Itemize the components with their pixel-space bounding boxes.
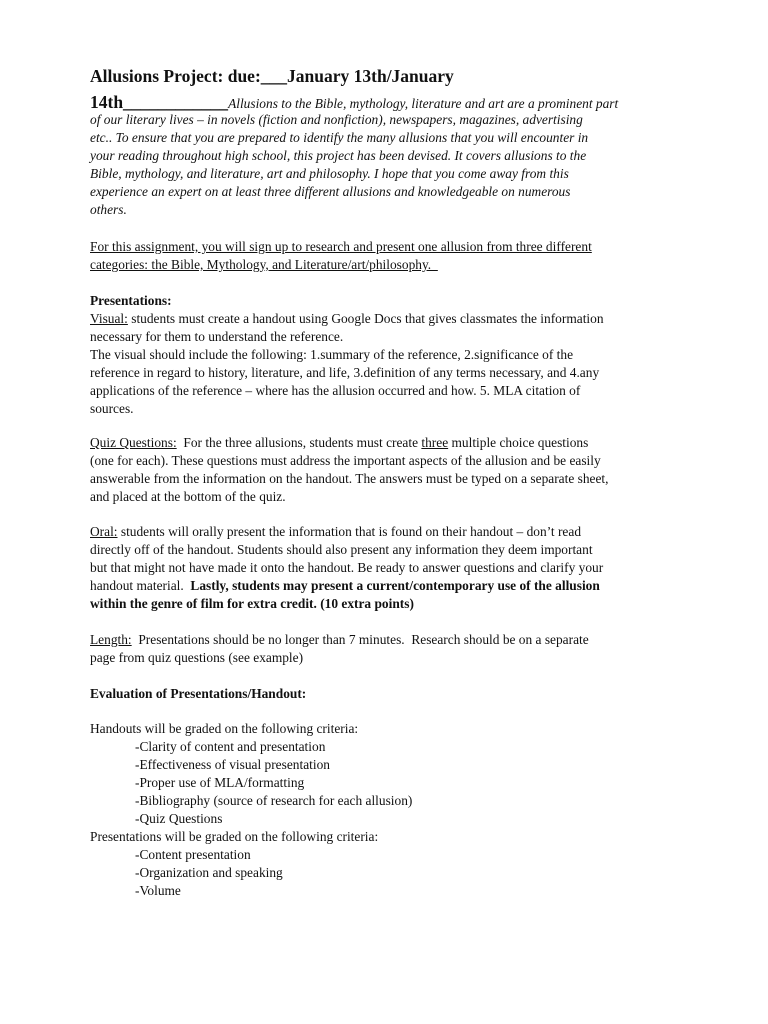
intro-line: etc.. To ensure that you are prepared to identify the many allusions that you will encounter in bbox=[90, 130, 589, 145]
criteria-item: -Bibliography (source of research for each allusion) bbox=[135, 793, 413, 808]
evaluation-heading: Evaluation of Presentations/Handout: bbox=[90, 686, 307, 701]
visual-text: students must create a handout using Google Docs that gives classmates the information bbox=[127, 311, 604, 326]
quiz-line: and placed at the bottom of the quiz. bbox=[90, 489, 286, 504]
quiz-emphasis: three bbox=[421, 435, 449, 450]
length-line bbox=[90, 631, 690, 649]
presentations-heading: Presentations: bbox=[90, 293, 172, 308]
criteria-item: -Proper use of MLA/formatting bbox=[135, 775, 305, 790]
oral-label: Oral: bbox=[90, 524, 118, 539]
intro-paragraph bbox=[90, 111, 690, 219]
visual-line: necessary for them to understand the reference. bbox=[90, 329, 344, 344]
criteria-item: -Content presentation bbox=[135, 847, 251, 862]
length-line: page from quiz questions (see example) bbox=[90, 650, 304, 665]
intro-line: experience an expert on at least three different allusions and knowledgeable on numerous bbox=[90, 184, 571, 199]
quiz-text: For the three allusions, students must create bbox=[176, 435, 422, 450]
intro-line: others. bbox=[90, 202, 127, 217]
visual-line bbox=[90, 310, 690, 328]
length-label: Length: bbox=[90, 632, 132, 647]
oral-text: students will orally present the information that is found on their handout – don’t read bbox=[117, 524, 582, 539]
intro-line: of our literary lives – in novels (fiction and nonfiction), newspapers, magazines, advertising bbox=[90, 112, 583, 127]
quiz-line bbox=[90, 434, 690, 452]
criteria-item: -Organization and speaking bbox=[135, 865, 283, 880]
length-section bbox=[90, 631, 690, 667]
criteria-item: -Quiz Questions bbox=[135, 811, 223, 826]
oral-text: handout material. bbox=[90, 578, 191, 593]
oral-line bbox=[90, 577, 690, 595]
assignment-line: categories: the Bible, Mythology, and Literature/art/philosophy. bbox=[90, 257, 438, 272]
presentations-intro: Presentations will be graded on the following criteria: bbox=[90, 829, 379, 844]
oral-line: directly off of the handout. Students should also present any information they deem important bbox=[90, 542, 593, 557]
criteria-item: -Clarity of content and presentation bbox=[135, 739, 326, 754]
oral-extra-credit: within the genre of film for extra credit. (10 extra points) bbox=[90, 596, 414, 611]
presentations-section bbox=[90, 292, 690, 418]
criteria-item: -Effectiveness of visual presentation bbox=[135, 757, 330, 772]
assignment-paragraph bbox=[90, 238, 690, 274]
quiz-label: Quiz Questions: bbox=[90, 435, 177, 450]
visual-line: The visual should include the following: 1.summary of the reference, 2.significance of the bbox=[90, 347, 574, 362]
oral-line bbox=[90, 523, 690, 541]
oral-section bbox=[90, 523, 690, 613]
criteria-item: -Volume bbox=[135, 883, 181, 898]
visual-line: sources. bbox=[90, 401, 134, 416]
assignment-line: For this assignment, you will sign up to research and present one allusion from three different bbox=[90, 239, 592, 254]
intro-line: Bible, mythology, and literature, art and philosophy. I hope that you come away from this bbox=[90, 166, 569, 181]
length-text: Presentations should be no longer than 7 minutes. Research should be on a separate bbox=[131, 632, 589, 647]
quiz-line: answerable from the information on the handout. The answers must be typed on a separate sheet, bbox=[90, 471, 609, 486]
quiz-line: (one for each). These questions must address the important aspects of the allusion and be easily bbox=[90, 453, 601, 468]
title-due-date-end: 14th____________ bbox=[90, 92, 229, 112]
visual-line: reference in regard to history, literature, and life, 3.definition of any terms necessary, and 4.any bbox=[90, 365, 600, 380]
visual-line: applications of the reference – where has the allusion occurred and how. 5. MLA citation of bbox=[90, 383, 581, 398]
handouts-intro: Handouts will be graded on the following criteria: bbox=[90, 721, 359, 736]
title-continuation-line bbox=[90, 92, 710, 113]
evaluation-criteria bbox=[90, 720, 690, 900]
oral-extra-credit: Lastly, students may present a current/contemporary use of the allusion bbox=[190, 578, 600, 593]
quiz-section bbox=[90, 434, 690, 506]
page-title: Allusions Project: due:___January 13th/January bbox=[90, 66, 454, 86]
intro-line: your reading throughout high school, this project has been devised. It covers allusions to the bbox=[90, 148, 587, 163]
intro-first-line: Allusions to the Bible, mythology, literature and art are a prominent part bbox=[228, 96, 619, 111]
oral-line: but that might not have made it onto the handout. Be ready to answer questions and clarify your bbox=[90, 560, 604, 575]
visual-label: Visual: bbox=[90, 311, 128, 326]
quiz-text: multiple choice questions bbox=[448, 435, 589, 450]
